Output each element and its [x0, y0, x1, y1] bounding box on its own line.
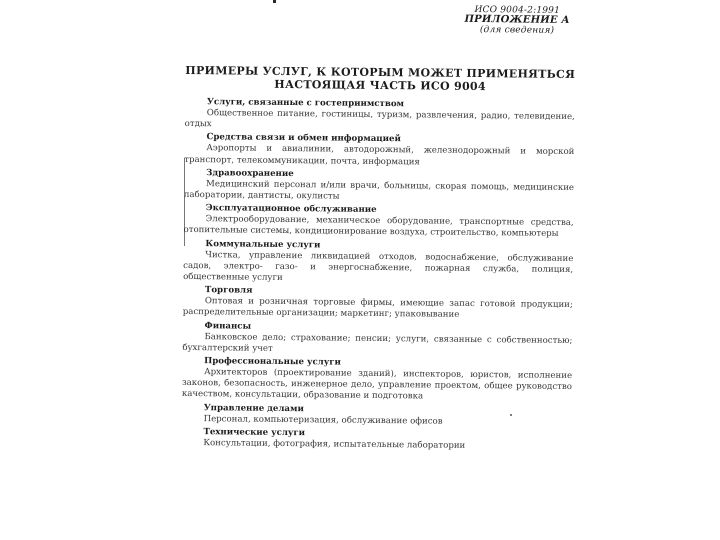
section-health	[184, 168, 574, 205]
section-title: Финансы	[204, 320, 252, 332]
document	[180, 0, 576, 540]
section-hospitality	[185, 97, 575, 134]
appendix-stamp	[464, 5, 570, 36]
standard-number: ИСО 9004-2:1991	[474, 4, 561, 16]
page-title	[185, 64, 575, 94]
section-title: Профессиональные услуги	[204, 356, 341, 368]
section-title: Эксплуатационное обслуживание	[205, 203, 377, 216]
appendix-note: (для сведения)	[479, 25, 555, 36]
section-title: Здравоохранение	[206, 167, 294, 179]
section-administration	[182, 403, 572, 429]
section-title: Технические услуги	[203, 427, 306, 439]
section-text: Архитекторов (проектирование зданий), инспекторов, юристов, исполнение законов, безопасность, инженерное дело, управление проектом, общее руководство качеством, консультации, образование и подготовка	[181, 367, 573, 402]
section-title: Услуги, связанные с гостеприимством	[206, 97, 405, 110]
section-title: Торговля	[204, 285, 253, 296]
sections-list	[181, 96, 575, 455]
title-line-2: НАСТОЯЩАЯ ЧАСТЬ ИСО 9004	[274, 77, 486, 94]
section-text: Банковское дело; страхование; пенсии; услуги, связанные с собственностью; бухгалтерский учет	[182, 331, 573, 354]
section-technical	[181, 427, 571, 453]
section-text: Аэропорты и авиалинии, автодорожный, железнодорожный и морской транспорт, телекоммуникации, почта, информация	[184, 143, 575, 168]
section-professional	[182, 356, 572, 405]
section-text: Общественное питание, гостиницы, туризм, развлечения, радио, телевидение, отдых	[184, 108, 575, 130]
section-text: Электрооборудование, механическое оборудование, транспортные средства, отопительные системы, кондиционирование воздуха, строительство, компьютеры	[183, 214, 574, 240]
title-line-1: ПРИМЕРЫ УСЛУГ, К КОТОРЫМ МОЖЕТ ПРИМЕНЯТЬСЯ	[185, 63, 576, 82]
section-text: Оптовая и розничная торговые фирмы, имеющие запас готовой продукции; распределительные организации; маркетинг; упаковывание	[182, 296, 573, 321]
appendix-label: ПРИЛОЖЕНИЕ А	[464, 13, 570, 26]
section-title: Средства связи и обмен информацией	[206, 132, 401, 145]
section-text: Персонал, компьютеризация, обслуживание офисов	[203, 413, 443, 427]
section-finance	[182, 321, 572, 358]
section-text: Консультации, фотография, испытательные лаборатории	[203, 438, 466, 451]
section-trading	[183, 285, 573, 322]
section-text: Чистка, управление ликвидацией отходов, водоснабжение, обслуживание садов, электро- газо- и энергоснабжение, пожарная служба, полиция, общественные услуги	[183, 249, 574, 284]
section-communications	[184, 132, 574, 169]
section-title: Управление делами	[203, 402, 304, 414]
section-text: Медицинский персонал и/или врачи, больницы, скорая помощь, медицинские лаборатории, дантисты, окулисты	[183, 178, 575, 202]
section-maintenance	[184, 203, 574, 240]
section-title: Коммунальные услуги	[205, 238, 321, 251]
section-utilities	[183, 239, 573, 288]
